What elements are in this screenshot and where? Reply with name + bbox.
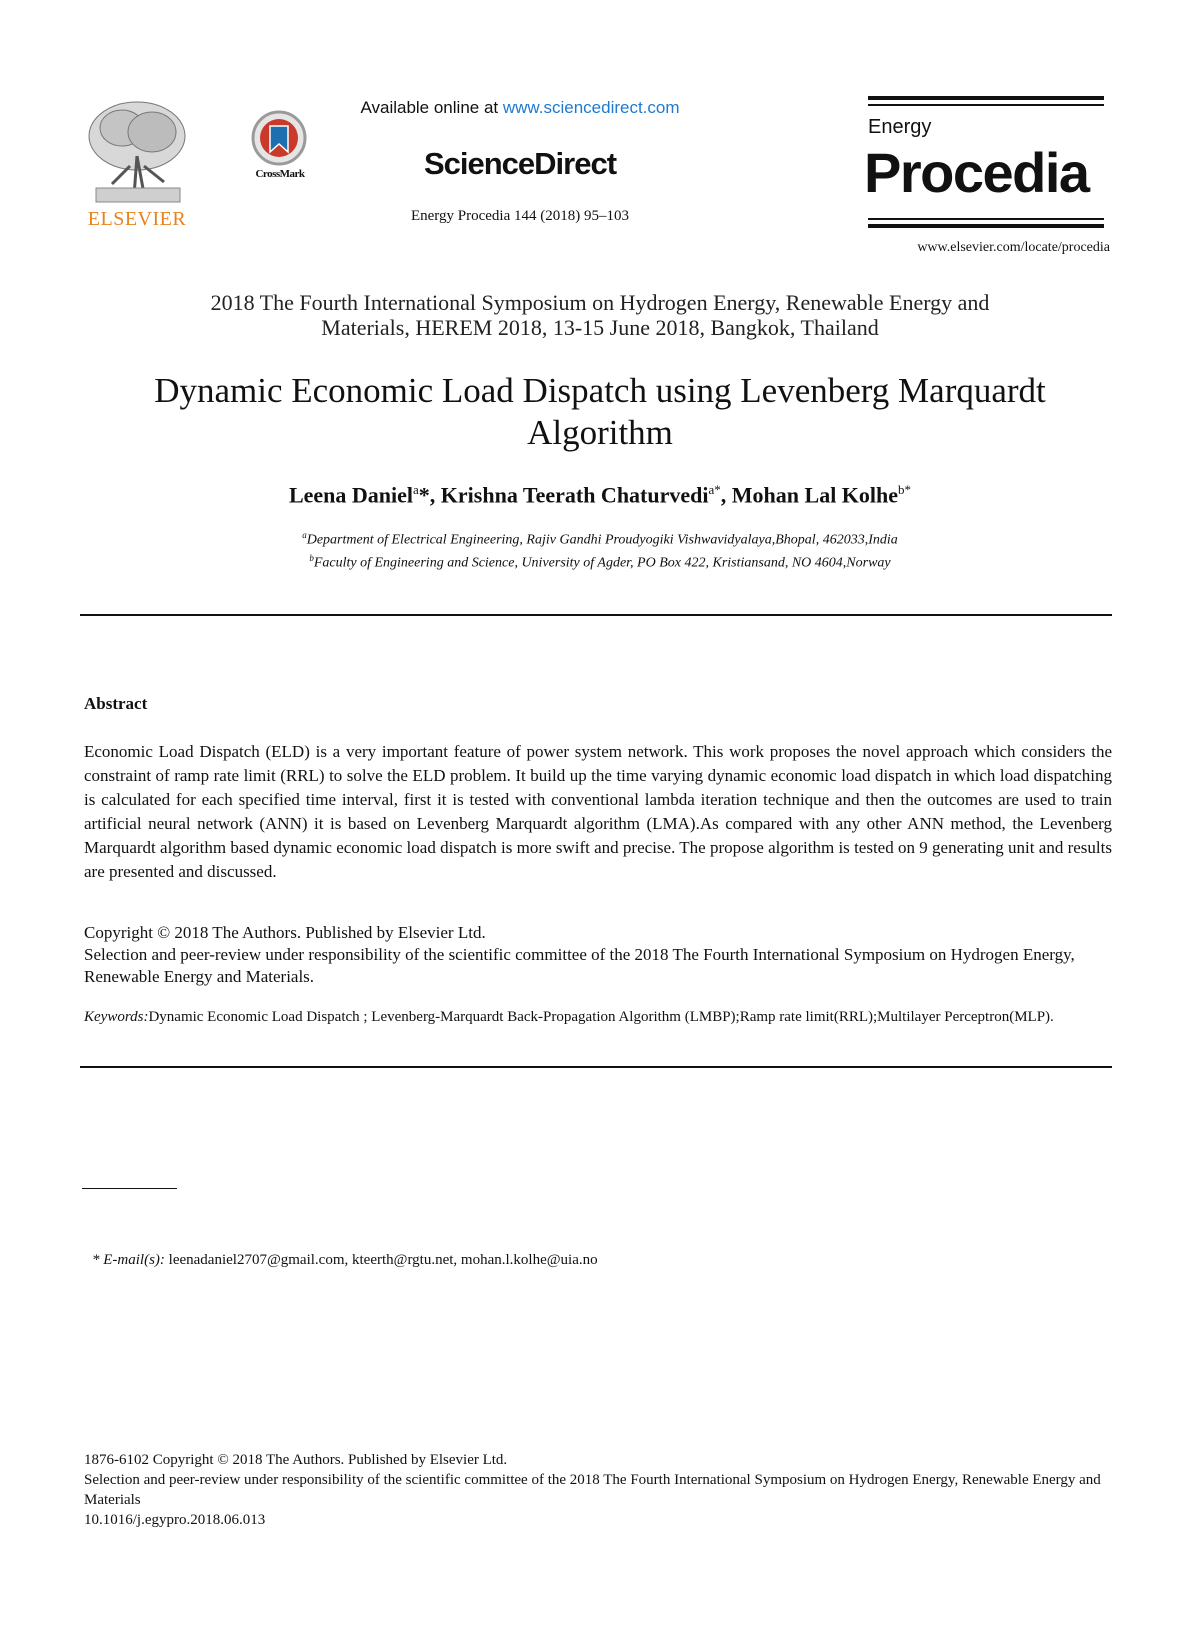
- publication-info: [84, 1450, 1112, 1530]
- author-corresponding-mark: *: [418, 482, 430, 508]
- copyright-block: [84, 922, 1112, 988]
- conference-line-1: 2018 The Fourth International Symposium on Hydrogen Energy, Renewable Energy and: [210, 290, 990, 315]
- abstract-body: Economic Load Dispatch (ELD) is a very important feature of power system network. This work proposes the novel approach which considers the constraint of ramp rate limit (RRL) to solve the ELD problem. It build up the time varying dynamic economic load dispatch in which load dispatching is calculated for each specified time interval, first it is tested with conventional lambda iteration technique and then the outcomes are used to train artificial neural network (ANN) it is based on Levenberg Marquardt algorithm (LMA).As compared with any other ANN method, the Levenberg Marquardt algorithm based dynamic economic load dispatch is more swift and precise. The propose algorithm is tested on 9 generating unit and results are presented and discussed.: [84, 742, 1112, 881]
- author-name: Krishna Teerath Chaturvedi: [440, 482, 709, 508]
- bottom-peer-review-line: Selection and peer-review under responsibility of the scientific committee of the 2018 The Fourth International Symposium on Hydrogen Energy, Renewable Energy and Materials: [84, 1472, 1101, 1508]
- conference-line-2: Materials, HEREM 2018, 13-15 June 2018, Bangkok, Thailand: [321, 315, 879, 340]
- journal-top-rule-thick: [868, 96, 1104, 100]
- availability-line: [320, 98, 720, 118]
- journal-reference: Energy Procedia 144 (2018) 95–103: [410, 208, 629, 224]
- sciencedirect-link[interactable]: www.sciencedirect.com: [502, 98, 680, 117]
- affiliation-mark: b: [309, 553, 314, 563]
- author-list: [100, 482, 1100, 508]
- journal-energy-word: Energy: [868, 116, 932, 138]
- author-separator: ,: [720, 482, 732, 508]
- title-line-2: Algorithm: [527, 413, 673, 452]
- footnote-label: * E-mail(s):: [92, 1252, 165, 1268]
- journal-bottom-rule-thin: [868, 218, 1104, 220]
- sciencedirect-brand: ScienceDirect: [423, 146, 617, 181]
- footnote-text: leenadaniel2707@gmail.com, kteerth@rgtu.net, mohan.l.kolhe@uia.no: [164, 1252, 598, 1268]
- author-affiliation-mark: b*: [898, 482, 912, 497]
- affiliation-text: Department of Electrical Engineering, Rajiv Gandhi Proudyogiki Vishwavidyalaya,Bhopal, 462033,India: [306, 532, 898, 548]
- publisher-name: ELSEVIER: [87, 208, 187, 230]
- journal-url[interactable]: www.elsevier.com/locate/procedia: [917, 240, 1110, 255]
- author-affiliation-mark: a: [413, 482, 419, 497]
- peer-review-line: Selection and peer-review under responsibility of the scientific committee of the 2018 The Fourth International Symposium on Hydrogen Energy, Renewable Energy and Materials.: [84, 945, 1075, 986]
- affiliation-a: [100, 530, 1100, 549]
- keywords: [84, 1006, 1112, 1028]
- affiliation-b: [100, 553, 1100, 572]
- paper-title: [100, 370, 1100, 454]
- conference-name: [100, 290, 1100, 340]
- author-name: Mohan Lal Kolhe: [731, 482, 899, 508]
- abstract-heading: Abstract: [84, 694, 148, 713]
- footnote-email: [92, 1252, 598, 1269]
- section-divider-bottom: [80, 1066, 1112, 1068]
- keywords-label: Keywords:: [84, 1009, 149, 1025]
- affiliation-mark: a: [302, 530, 307, 540]
- issn-copyright-line: 1876-6102 Copyright © 2018 The Authors. Published by Elsevier Ltd.: [84, 1452, 508, 1468]
- author-separator: ,: [429, 482, 441, 508]
- author-affiliation-mark: a*: [708, 482, 721, 497]
- section-divider-top: [80, 614, 1112, 616]
- title-line-1: Dynamic Economic Load Dispatch using Levenberg Marquardt: [154, 371, 1046, 410]
- crossmark-label: CrossMark: [255, 168, 305, 180]
- journal-bottom-rule-thick: [868, 224, 1104, 228]
- doi[interactable]: 10.1016/j.egypro.2018.06.013: [84, 1512, 266, 1528]
- affiliation-text: Faculty of Engineering and Science, University of Agder, PO Box 422, Kristiansand, NO 4604,Norway: [313, 555, 891, 571]
- author-name: Leena Daniel: [288, 482, 414, 508]
- keywords-text: Dynamic Economic Load Dispatch ; Levenberg-Marquardt Back-Propagation Algorithm (LMBP);Ramp rate limit(RRL);Multilayer Perceptron(MLP).: [148, 1009, 1054, 1025]
- footnote-rule: [82, 1188, 177, 1189]
- journal-top-rule-thin: [868, 104, 1104, 106]
- copyright-line: Copyright © 2018 The Authors. Published by Elsevier Ltd.: [84, 923, 486, 942]
- journal-procedia-word: Procedia: [864, 141, 1089, 204]
- available-prefix: Available online at: [360, 98, 503, 117]
